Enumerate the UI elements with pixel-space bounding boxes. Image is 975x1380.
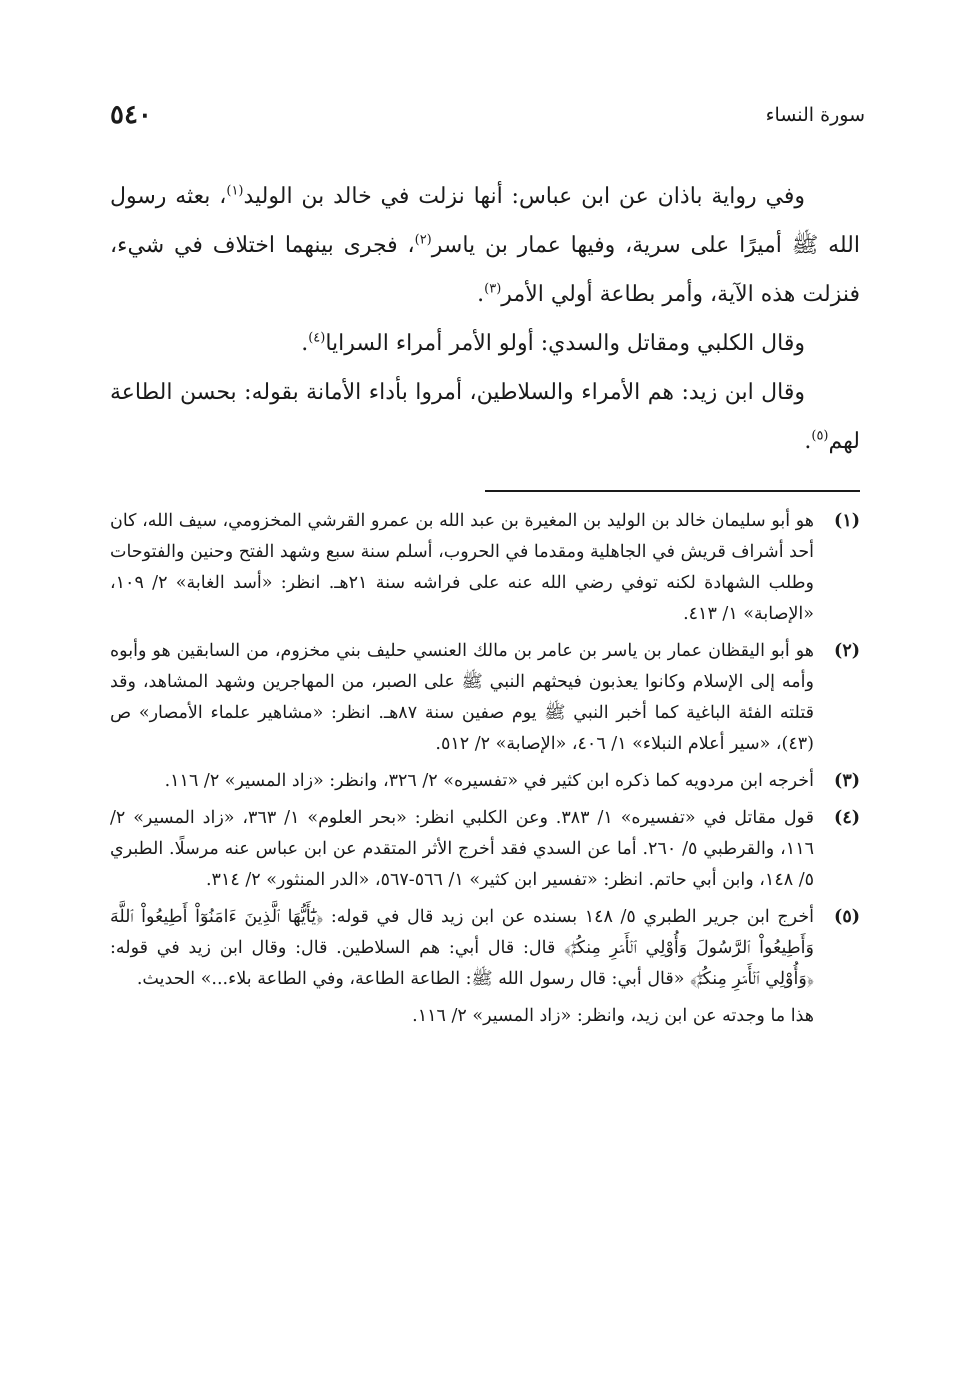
footnote-text: هو أبو اليقظان عمار بن ياسر بن عامر بن مالك العنسي حليف بني مخزوم، من السابقين هو وأبوه وأمه إلى الإسلام وكانوا يعذبون فيحثهم النبي ﷺ على الصبر، من المهاجرين وشهد المشاهد، وقد قتلته الفئة الباغية كما أخبر النبي ﷺ يوم صفين سنة ٨٧هـ. انظر: «مشاهير علماء الأمصار» ص (٤٣)، «سير أعلام النبلاء» ١/ ٤٠٦، «الإصابة» ٢/ ٥١٢. xyxy=(110,641,814,754)
footnote-number: (٤) xyxy=(834,808,860,828)
footnote-ref-5[interactable]: (٥) xyxy=(811,428,829,444)
paragraph-2-end: . xyxy=(301,331,309,356)
footnotes xyxy=(110,506,860,1032)
footnote-separator xyxy=(485,490,860,492)
paragraph-1-text-c: ، فجرى بينهما اختلاف في شيء، فنزلت هذه الآية، وأمر بطاعة أولي الأمر xyxy=(110,233,860,307)
page-number: ٥٤٠ xyxy=(110,100,152,130)
paragraph-1-text: وفي رواية باذان عن ابن عباس: أنها نزلت في خالد بن الوليد xyxy=(243,184,805,209)
footnote-text: هو أبو سليمان خالد بن الوليد بن المغيرة بن عبد الله بن عمرو القرشي المخزومي، سيف الله، كان أحد أشراف قريش في الجاهلية ومقدما في الحروب، أسلم سنة سبع وشهد الفتح وحنين والفتوحات وطلب الشهادة لكنه توفي رضي الله عنه على فراشه سنة ٢١هـ. انظر: «أسد الغابة» ٢/ ١٠٩، «الإصابة» ١/ ٤١٣. xyxy=(110,511,815,624)
footnote-ref-2[interactable]: (٢) xyxy=(414,232,432,248)
footnote-ref-3[interactable]: (٣) xyxy=(484,281,502,297)
footnote-1 xyxy=(110,506,860,630)
paragraph-2-text: وقال الكلبي ومقاتل والسدي: أولو الأمر أمراء السرايا xyxy=(325,331,805,356)
footnote-number: (٢) xyxy=(834,641,860,661)
surah-title: سورة النساء xyxy=(765,104,865,126)
footnote-2 xyxy=(110,636,860,760)
footnote-5 xyxy=(110,902,860,995)
footnote-text: أخرجه ابن مردويه كما ذكره ابن كثير في «تفسيره» ٢/ ٣٢٦، وانظر: «زاد المسير» ٢/ ١١٦. xyxy=(164,771,814,791)
paragraph-3-end: . xyxy=(804,429,812,454)
footnote-4 xyxy=(110,803,860,896)
footnote-ref-1[interactable]: (١) xyxy=(226,183,244,199)
footnote-text: قول مقاتل في «تفسيره» ١/ ٣٨٣. وعن الكلبي انظر: «بحر العلوم» ١/ ٣٦٣، «زاد المسير» ٢/ ١١٦، والقرطبي ٥/ ٢٦٠. أما عن السدي فقد أخرج الأثر المتقدم عن ابن عباس عنه مرسلًا. الطبري ٥/ ١٤٨، وابن أبي حاتم. انظر: «تفسير ابن كثير» ١/ ٥٦٦-٥٦٧، «الدر المنثور» ٢/ ٣١٤. xyxy=(110,808,815,890)
page-header xyxy=(110,100,865,140)
footnote-number: (١) xyxy=(834,511,860,531)
paragraph-1-end: . xyxy=(477,282,485,307)
footnote-text: أخرج ابن جرير الطبري ٥/ ١٤٨ بسنده عن ابن زيد قال في قوله: ﴿يَٰٓأَيُّهَا ٱلَّذِينَ ءَامَنُوٓاْ أَطِيعُواْ ٱللَّهَ وَأَطِيعُواْ ٱلرَّسُولَ وَأُوْلِي ٱلۡأَمۡرِ مِنكُمۡۖ﴾ قال: قال أبي: هم السلاطين. قال: وقال ابن زيد في قوله: ﴿وَأُوْلِي ٱلۡأَمۡرِ مِنكُمۡۖ﴾ «قال أبي: قال رسول الله ﷺ: الطاعة الطاعة، وفي الطاعة بلاء...» الحديث. xyxy=(110,907,815,989)
paragraph-3-text: وقال ابن زيد: هم الأمراء والسلاطين، أمروا بأداء الأمانة بقوله: بحسن الطاعة لهم xyxy=(110,380,860,454)
main-text xyxy=(110,172,860,466)
footnote-number: (٥) xyxy=(834,907,860,927)
footnote-number: (٣) xyxy=(834,771,860,791)
paragraph-3 xyxy=(110,368,860,466)
paragraph-1-text-b: ، بعثه رسول الله ﷺ أميرًا على سرية، وفيها عمار بن ياسر xyxy=(110,184,860,258)
footnote-ref-4[interactable]: (٤) xyxy=(308,330,326,346)
paragraph-2 xyxy=(110,319,860,368)
footnote-3 xyxy=(110,766,860,797)
footnote-5-extra: هذا ما وجدته عن ابن زيد، وانظر: «زاد المسير» ٢/ ١١٦. xyxy=(412,1006,814,1026)
paragraph-1 xyxy=(110,172,860,319)
